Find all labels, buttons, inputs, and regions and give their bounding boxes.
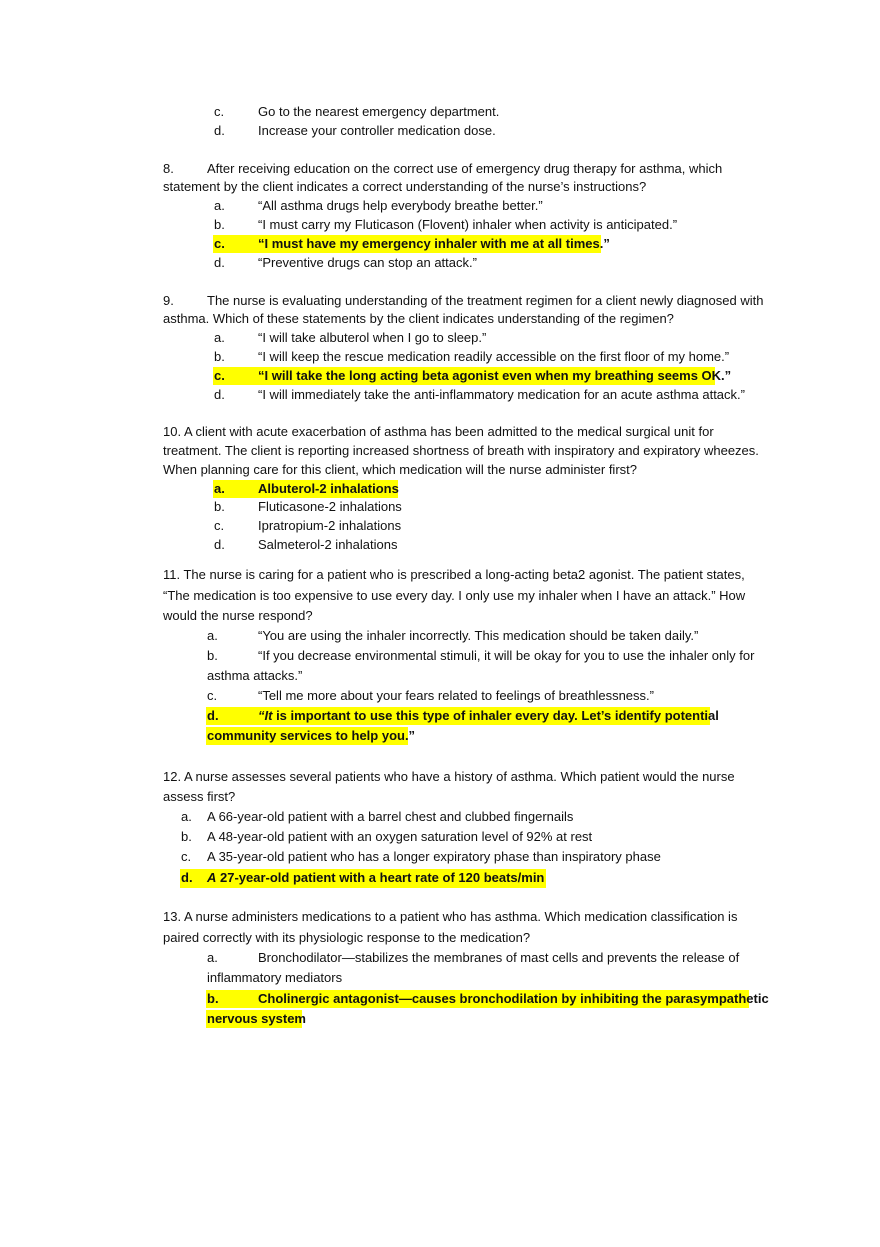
- option-text: “All asthma drugs help everybody breathe better.”: [258, 198, 543, 213]
- q11-stem-line3: would the nurse respond?: [163, 608, 313, 623]
- option-text: “Tell me more about your fears related to feelings of breathlessness.”: [258, 688, 654, 703]
- option-text-continued: asthma attacks.”: [207, 668, 303, 683]
- option-letter: a.: [207, 950, 218, 965]
- option-letter: d.: [181, 870, 193, 885]
- option-letter: c.: [214, 236, 225, 251]
- option-text: Cholinergic antagonist—causes bronchodilation by inhibiting the parasympathetic: [258, 991, 769, 1006]
- option-text: A 48-year-old patient with an oxygen saturation level of 92% at rest: [207, 829, 593, 844]
- q11-stem-line2: “The medication is too expensive to use every day. I only use my inhaler when I have an attack.” How: [163, 588, 746, 603]
- option-letter: b.: [214, 499, 225, 514]
- option-text: “I must carry my Fluticason (Flovent) inhaler when activity is anticipated.”: [258, 217, 678, 232]
- option-letter: c.: [214, 368, 225, 383]
- option-text: [207, 869, 544, 887]
- q10-stem-line3: When planning care for this client, which medication will the nurse administer first?: [163, 462, 637, 477]
- option-text: “I must have my emergency inhaler with me at all times.”: [258, 236, 610, 251]
- option-text-rest: is important to use this type of inhaler every day. Let’s identify potential: [272, 708, 719, 723]
- option-letter: b.: [181, 829, 192, 844]
- option-text: “I will take the long acting beta agonist even when my breathing seems OK.”: [258, 368, 732, 383]
- option-letter: b.: [207, 648, 218, 663]
- q8-number: 8.: [163, 161, 174, 176]
- q13-stem-line1: 13. A nurse administers medications to a patient who has asthma. Which medication classification is: [163, 909, 738, 924]
- option-text: “I will take albuterol when I go to sleep.”: [258, 330, 487, 345]
- option-letter: a.: [207, 628, 218, 643]
- option-text-continued: community services to help you.”: [207, 728, 416, 743]
- q10-stem-line2: treatment. The client is reporting increased shortness of breath with inspiratory and expiratory wheezes.: [163, 443, 759, 458]
- italic-word: A: [207, 870, 217, 885]
- option-letter: a.: [214, 330, 225, 345]
- q11-stem-line1: 11. The nurse is caring for a patient who is prescribed a long-acting beta2 agonist. The patient states,: [163, 567, 745, 582]
- q9-stem-line1: The nurse is evaluating understanding of the treatment regimen for a client newly diagnosed with: [207, 293, 764, 308]
- q12-stem-line2: assess first?: [163, 789, 236, 804]
- option-text: “I will immediately take the anti-inflammatory medication for an acute asthma attack.”: [258, 387, 745, 402]
- option-letter: a.: [214, 481, 225, 496]
- option-text: Go to the nearest emergency department.: [258, 104, 500, 119]
- option-letter: b.: [207, 991, 219, 1006]
- option-text-continued: inflammatory mediators: [207, 970, 343, 985]
- option-text: Ipratropium-2 inhalations: [258, 518, 402, 533]
- option-letter: c.: [214, 518, 225, 533]
- option-text-continued: nervous system: [207, 1011, 306, 1026]
- option-text-rest: 27-year-old patient with a heart rate of 120 beats/min: [216, 870, 545, 885]
- option-text: [258, 707, 719, 725]
- option-text: Albuterol-2 inhalations: [258, 481, 399, 496]
- option-letter: d.: [214, 255, 225, 270]
- q12-stem-line1: 12. A nurse assesses several patients who have a history of asthma. Which patient would the nurse: [163, 769, 735, 784]
- option-letter: b.: [214, 349, 225, 364]
- option-text: A 35-year-old patient who has a longer expiratory phase than inspiratory phase: [207, 849, 661, 864]
- q8-stem-line1: After receiving education on the correct use of emergency drug therapy for asthma, which: [207, 161, 723, 176]
- option-letter: d.: [214, 387, 225, 402]
- option-letter: c.: [207, 688, 218, 703]
- option-text: Bronchodilator—stabilizes the membranes of mast cells and prevents the release of: [258, 950, 740, 965]
- option-text: Fluticasone-2 inhalations: [258, 499, 402, 514]
- q9-number: 9.: [163, 293, 174, 308]
- q8-stem-line2: statement by the client indicates a correct understanding of the nurse’s instructions?: [163, 179, 647, 194]
- option-letter: c.: [214, 104, 225, 119]
- italic-word: “It: [258, 708, 273, 723]
- option-text: Salmeterol-2 inhalations: [258, 537, 398, 552]
- option-text: “I will keep the rescue medication readily accessible on the first floor of my home.”: [258, 349, 730, 364]
- option-letter: d.: [214, 123, 225, 138]
- q9-stem-line2: asthma. Which of these statements by the client indicates understanding of the regimen?: [163, 311, 674, 326]
- option-text: Increase your controller medication dose.: [258, 123, 496, 138]
- option-text: A 66-year-old patient with a barrel chest and clubbed fingernails: [207, 809, 574, 824]
- option-text: “If you decrease environmental stimuli, it will be okay for you to use the inhaler only for: [258, 648, 755, 663]
- q13-stem-line2: paired correctly with its physiologic response to the medication?: [163, 930, 531, 945]
- option-letter: d.: [207, 708, 219, 723]
- option-letter: b.: [214, 217, 225, 232]
- option-letter: a.: [214, 198, 225, 213]
- option-letter: c.: [181, 849, 192, 864]
- option-letter: a.: [181, 809, 192, 824]
- option-text: “You are using the inhaler incorrectly. This medication should be taken daily.”: [258, 628, 699, 643]
- option-letter: d.: [214, 537, 225, 552]
- q10-stem-line1: 10. A client with acute exacerbation of asthma has been admitted to the medical surgical unit for: [163, 424, 714, 439]
- option-text: “Preventive drugs can stop an attack.”: [258, 255, 477, 270]
